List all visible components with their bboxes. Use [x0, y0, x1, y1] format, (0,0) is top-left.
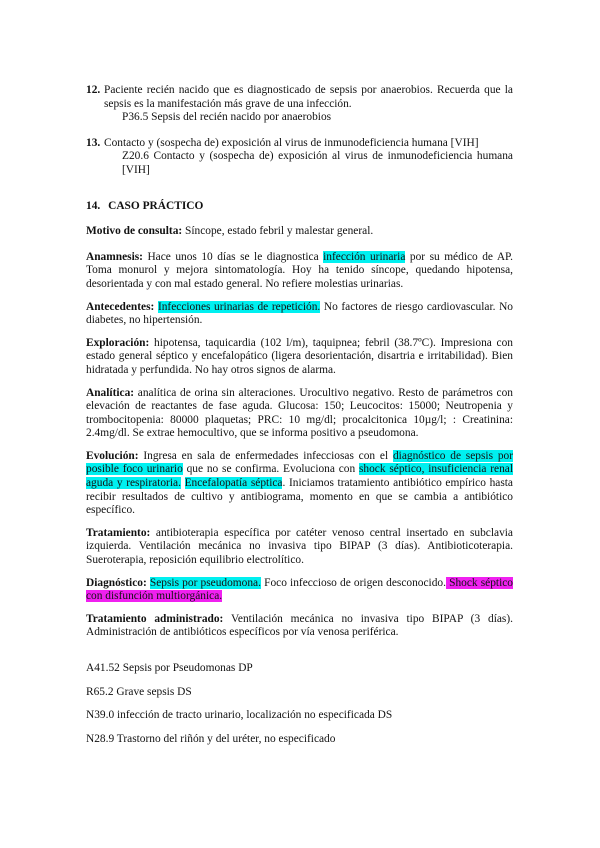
evolucion-paragraph	[86, 450, 513, 518]
analitica-text: analítica de orina sin alteraciones. Urocultivo negativo. Resto de parámetros con elevación de reactantes de fase aguda. Glucosa: 150; Leucocitos: 15000; Neutropenia y trombocitopenia: 80000 plaquetas; PRC: 10 mg/dl; procalcitonica 10µg/l; : Creatinina: 2.4mg/dl. Se extrae hemocultivo, que se informa positivo a pseudomona.	[86, 386, 513, 440]
anamnesis-label: Anamnesis:	[86, 250, 143, 263]
highlight-cyan: Infecciones urinarias de repetición.	[157, 300, 321, 313]
case-heading	[86, 200, 513, 214]
item-text: Paciente recién nacido que es diagnosticado de sepsis por anaerobios. Recuerda que la sepsis es la manifestación más grave de una infección.	[104, 84, 513, 110]
anamnesis-text-pre: Hace unos 10 días se le diagnostica	[142, 250, 324, 263]
analitica-paragraph	[86, 387, 513, 441]
case-number: 14.	[86, 199, 101, 212]
evolucion-text-post: . Iniciamos tratamiento antibiótico empírico hasta recibir resultados de cultivo y antibiograma, momento en que se cambia a antibiótico específico.	[86, 477, 513, 517]
highlight-magenta: Shock séptico con disfunción multiorgánica.	[86, 576, 514, 603]
exploracion-paragraph	[86, 337, 513, 378]
anamnesis-text-post: por su médico de AP. Toma monurol y mejora sintomatología. Hoy ha tenido síncope, quedando hipotensa, desorientada y con mal estado general. No refiere molestias urinarias.	[86, 250, 513, 290]
highlight-cyan: diagnóstico de sepsis por posible foco urinario	[86, 449, 513, 476]
code-list	[86, 662, 513, 746]
antecedentes-text: No factores de riesgo cardiovascular. No diabetes, no hipertensión.	[86, 300, 513, 327]
document-body	[86, 84, 513, 746]
diagnostico-paragraph	[86, 577, 513, 604]
evolucion-text-mid: que no se confirma. Evoluciona con	[182, 463, 359, 476]
highlight-cyan: Sepsis por pseudomona.	[149, 576, 261, 589]
evolucion-label: Evolución:	[86, 449, 139, 462]
motivo-text: Síncope, estado febril y malestar general.	[182, 225, 374, 238]
antecedentes-label: Antecedentes:	[86, 300, 155, 313]
item-code: Z20.6 Contacto y (sospecha de) exposición al virus de inmunodeficiencia humana [VIH]	[122, 150, 513, 176]
administrado-label: Tratamiento administrado:	[86, 612, 224, 625]
antecedentes-paragraph	[86, 301, 513, 328]
tratamiento-paragraph	[86, 527, 513, 568]
highlight-cyan: infección urinaria	[323, 250, 406, 263]
item-text: Contacto y (sospecha de) exposición al virus de inmunodeficiencia humana [VIH]	[104, 136, 479, 149]
analitica-label: Analítica:	[86, 386, 135, 399]
administrado-text: Ventilación mecánica no invasiva tipo BIPAP (3 días). Administración de antibióticos específicos por vía venosa periférica.	[86, 612, 513, 639]
motivo-label: Motivo de consulta:	[86, 225, 183, 238]
anamnesis-paragraph	[86, 251, 513, 292]
diagnostico-label: Diagnóstico:	[86, 576, 147, 589]
motivo-paragraph	[86, 225, 513, 239]
code-line: A41.52 Sepsis por Pseudomonas DP	[86, 662, 253, 674]
case-title: CASO PRÁCTICO	[108, 199, 204, 212]
administrado-paragraph	[86, 613, 513, 640]
tratamiento-text: antibioterapia específica por catéter venoso central insertado en subclavia izquierda. Ventilación mecánica no invasiva tipo BIPAP (3 días). Antibioticoterapia. Sueroterapia, reposición equilibrio electrolítico.	[86, 526, 513, 567]
tratamiento-label: Tratamiento:	[86, 526, 151, 539]
code-line: N28.9 Trastorno del riñón y del uréter, no especificado	[86, 732, 336, 745]
code-line: N39.0 infección de tracto urinario, localización no especificada DS	[86, 709, 393, 722]
highlight-cyan: shock séptico, insuficiencia renal aguda y respiratoria.	[86, 463, 513, 490]
list-item-13	[86, 137, 513, 178]
code-line: R65.2 Grave sepsis DS	[86, 685, 192, 698]
item-number: 12.	[86, 84, 101, 96]
item-number: 13.	[86, 136, 101, 149]
highlight-cyan: Encefalopatía séptica	[184, 477, 283, 490]
exploracion-text: hipotensa, taquicardia (102 l/m), taquipnea; febril (38.7ºC). Impresiona con estado general séptico y encefalopático (ligera desorientación, disartria e irritabilidad). Bien hidratada y perfundida. No hay otros signos de alarma.	[86, 336, 513, 376]
list-item-12	[86, 84, 513, 125]
evolucion-text-pre: Ingresa en sala de enfermedades infecciosas con el	[138, 449, 393, 462]
diagnostico-text: Foco infeccioso de origen desconocido.	[260, 576, 446, 589]
exploracion-label: Exploración:	[86, 336, 150, 349]
item-code: P36.5 Sepsis del recién nacido por anaerobios	[122, 111, 332, 124]
